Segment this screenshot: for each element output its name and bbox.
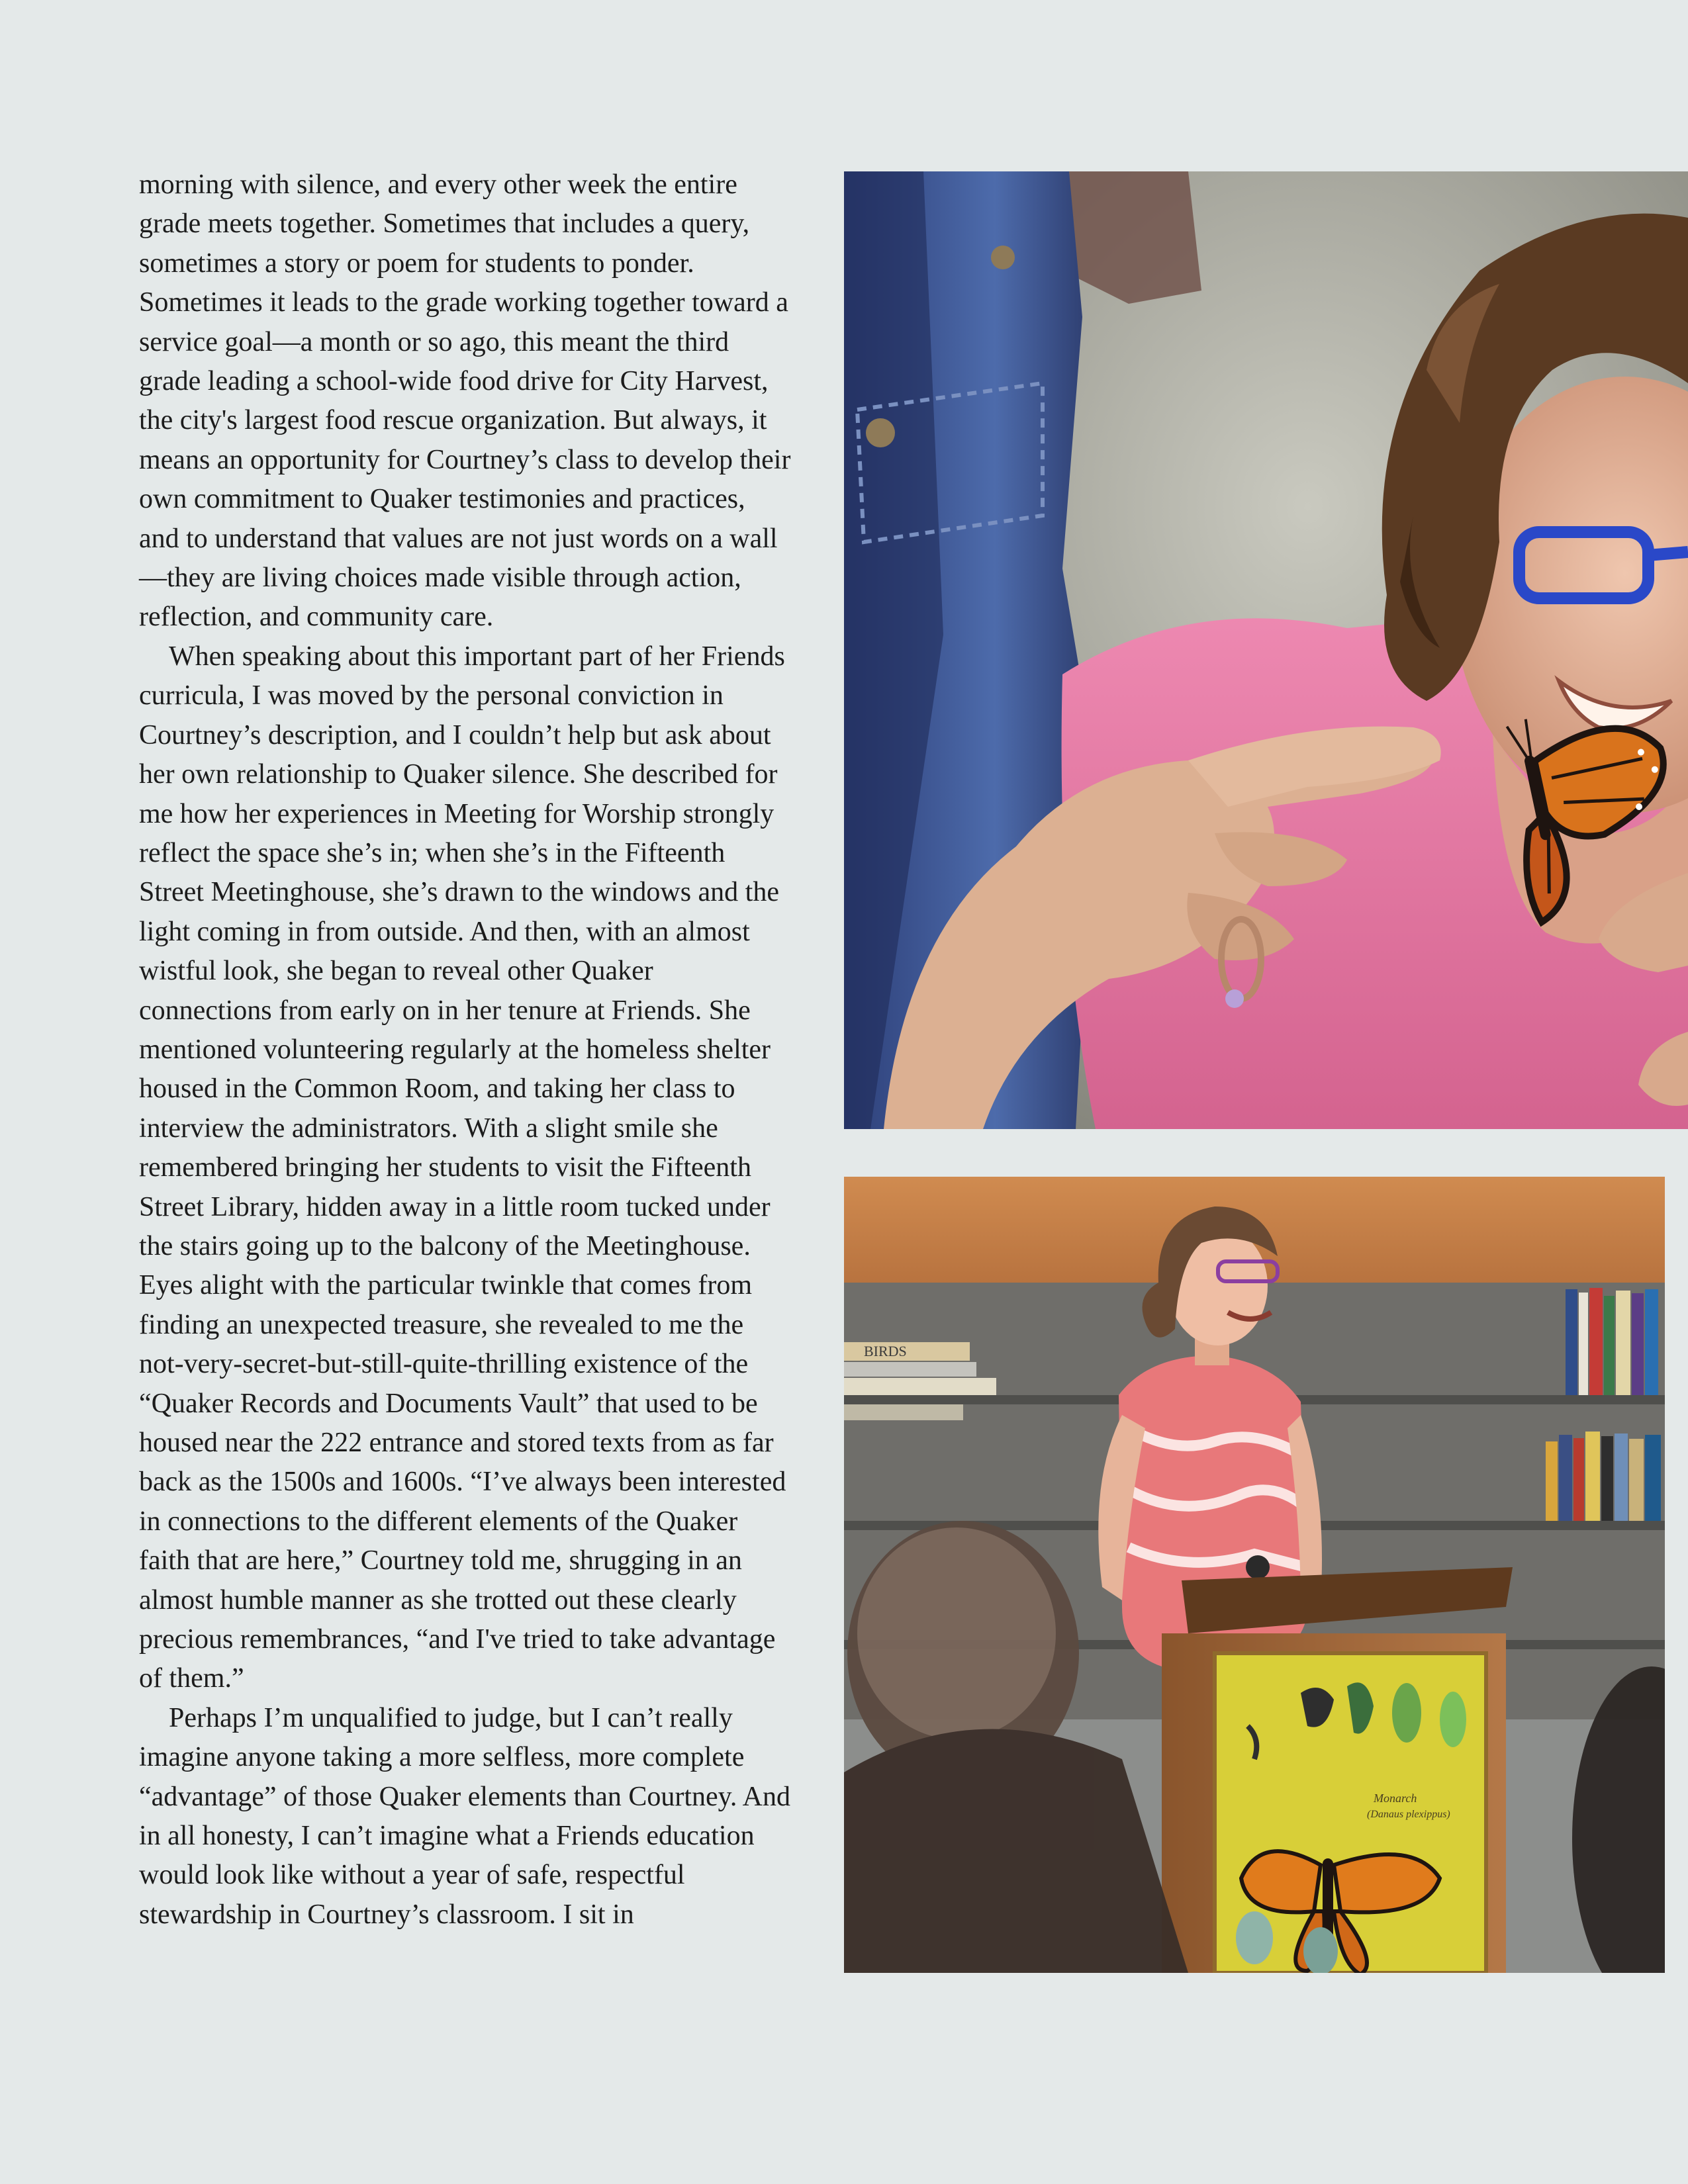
shelf-label: BIRDS [864,1343,907,1359]
photo-podium-graphic [844,1177,1665,1973]
paragraph-3: Perhaps I’m unqualified to judge, but I can’t really imagine anyone taking a more selfless, more complete “advantage” of those Quaker elements than Courtney. And in all honesty, I can’t imagine what a Friends education would look like without a year of safe, respectful stewardship in Courtney’s classroom. I sit in [139,1702,790,1930]
paragraph-2: When speaking about this important part of her Friends curricula, I was moved by the personal conviction in Courtney’s description, and I couldn’t help but ask about her own relationship to Quaker silence. She described for me how her experiences in Meeting for Worship strongly reflect the space she’s in; when she’s in the Fifteenth Street Meetinghouse, she’s drawn to the windows and the light coming in from outside. And then, with an almost wistful look, she began to reveal other Quaker connections from early on in her tenure at Friends. She mentioned volunteering regularly at the homeless shelter housed in the Common Room, and taking her class to interview the administrators. With a slight smile she remembered bringing her students to visit the Fifteenth Street Library, hidden away in a little room tucked under the stairs going up to the balcony of the Meetinghouse. Eyes alight with the particular twinkle that comes from finding an unexpected treasure, she revealed to me the not-very-secret-but-still-quite-thrilling existence of the “Quaker Records and Documents Vault” that used to be housed near the 222 entrance and stored texts from as far back as the 1500s and 1600s. “I’ve always been interested in connections to the different elements of the Quaker faith that are here,” Courtney told me, shrugging in an almost humble manner as she trotted out these clearly precious remembrances, “and I've tried to take advantage of them.” [139,641,786,1694]
photo-butterfly-graphic [844,171,1688,1129]
paragraph-1: morning with silence, and every other week the entire grade meets together. Sometimes that includes a query, sometimes a story or poem for students to ponder. Sometimes it leads to the grade working together toward a service goal—a month or so ago, this meant the third grade leading a school-wide food drive for City Harvest, the city's largest food rescue organization. But always, it means an opportunity for Courtney’s class to develop their own commitment to Quaker testimonies and practices, and to understand that values are not just words on a wall—they are living choices made visible through action, reflection, and community care. [139,169,791,633]
photo-butterfly-on-finger [844,171,1688,1129]
poster-subtitle: (Danaus plexippus) [1367,1809,1450,1820]
photo-podium-library [844,1177,1665,1973]
monarch-poster [1215,1653,1486,1973]
article-body [139,165,791,1934]
poster-title: Monarch [1374,1792,1417,1805]
